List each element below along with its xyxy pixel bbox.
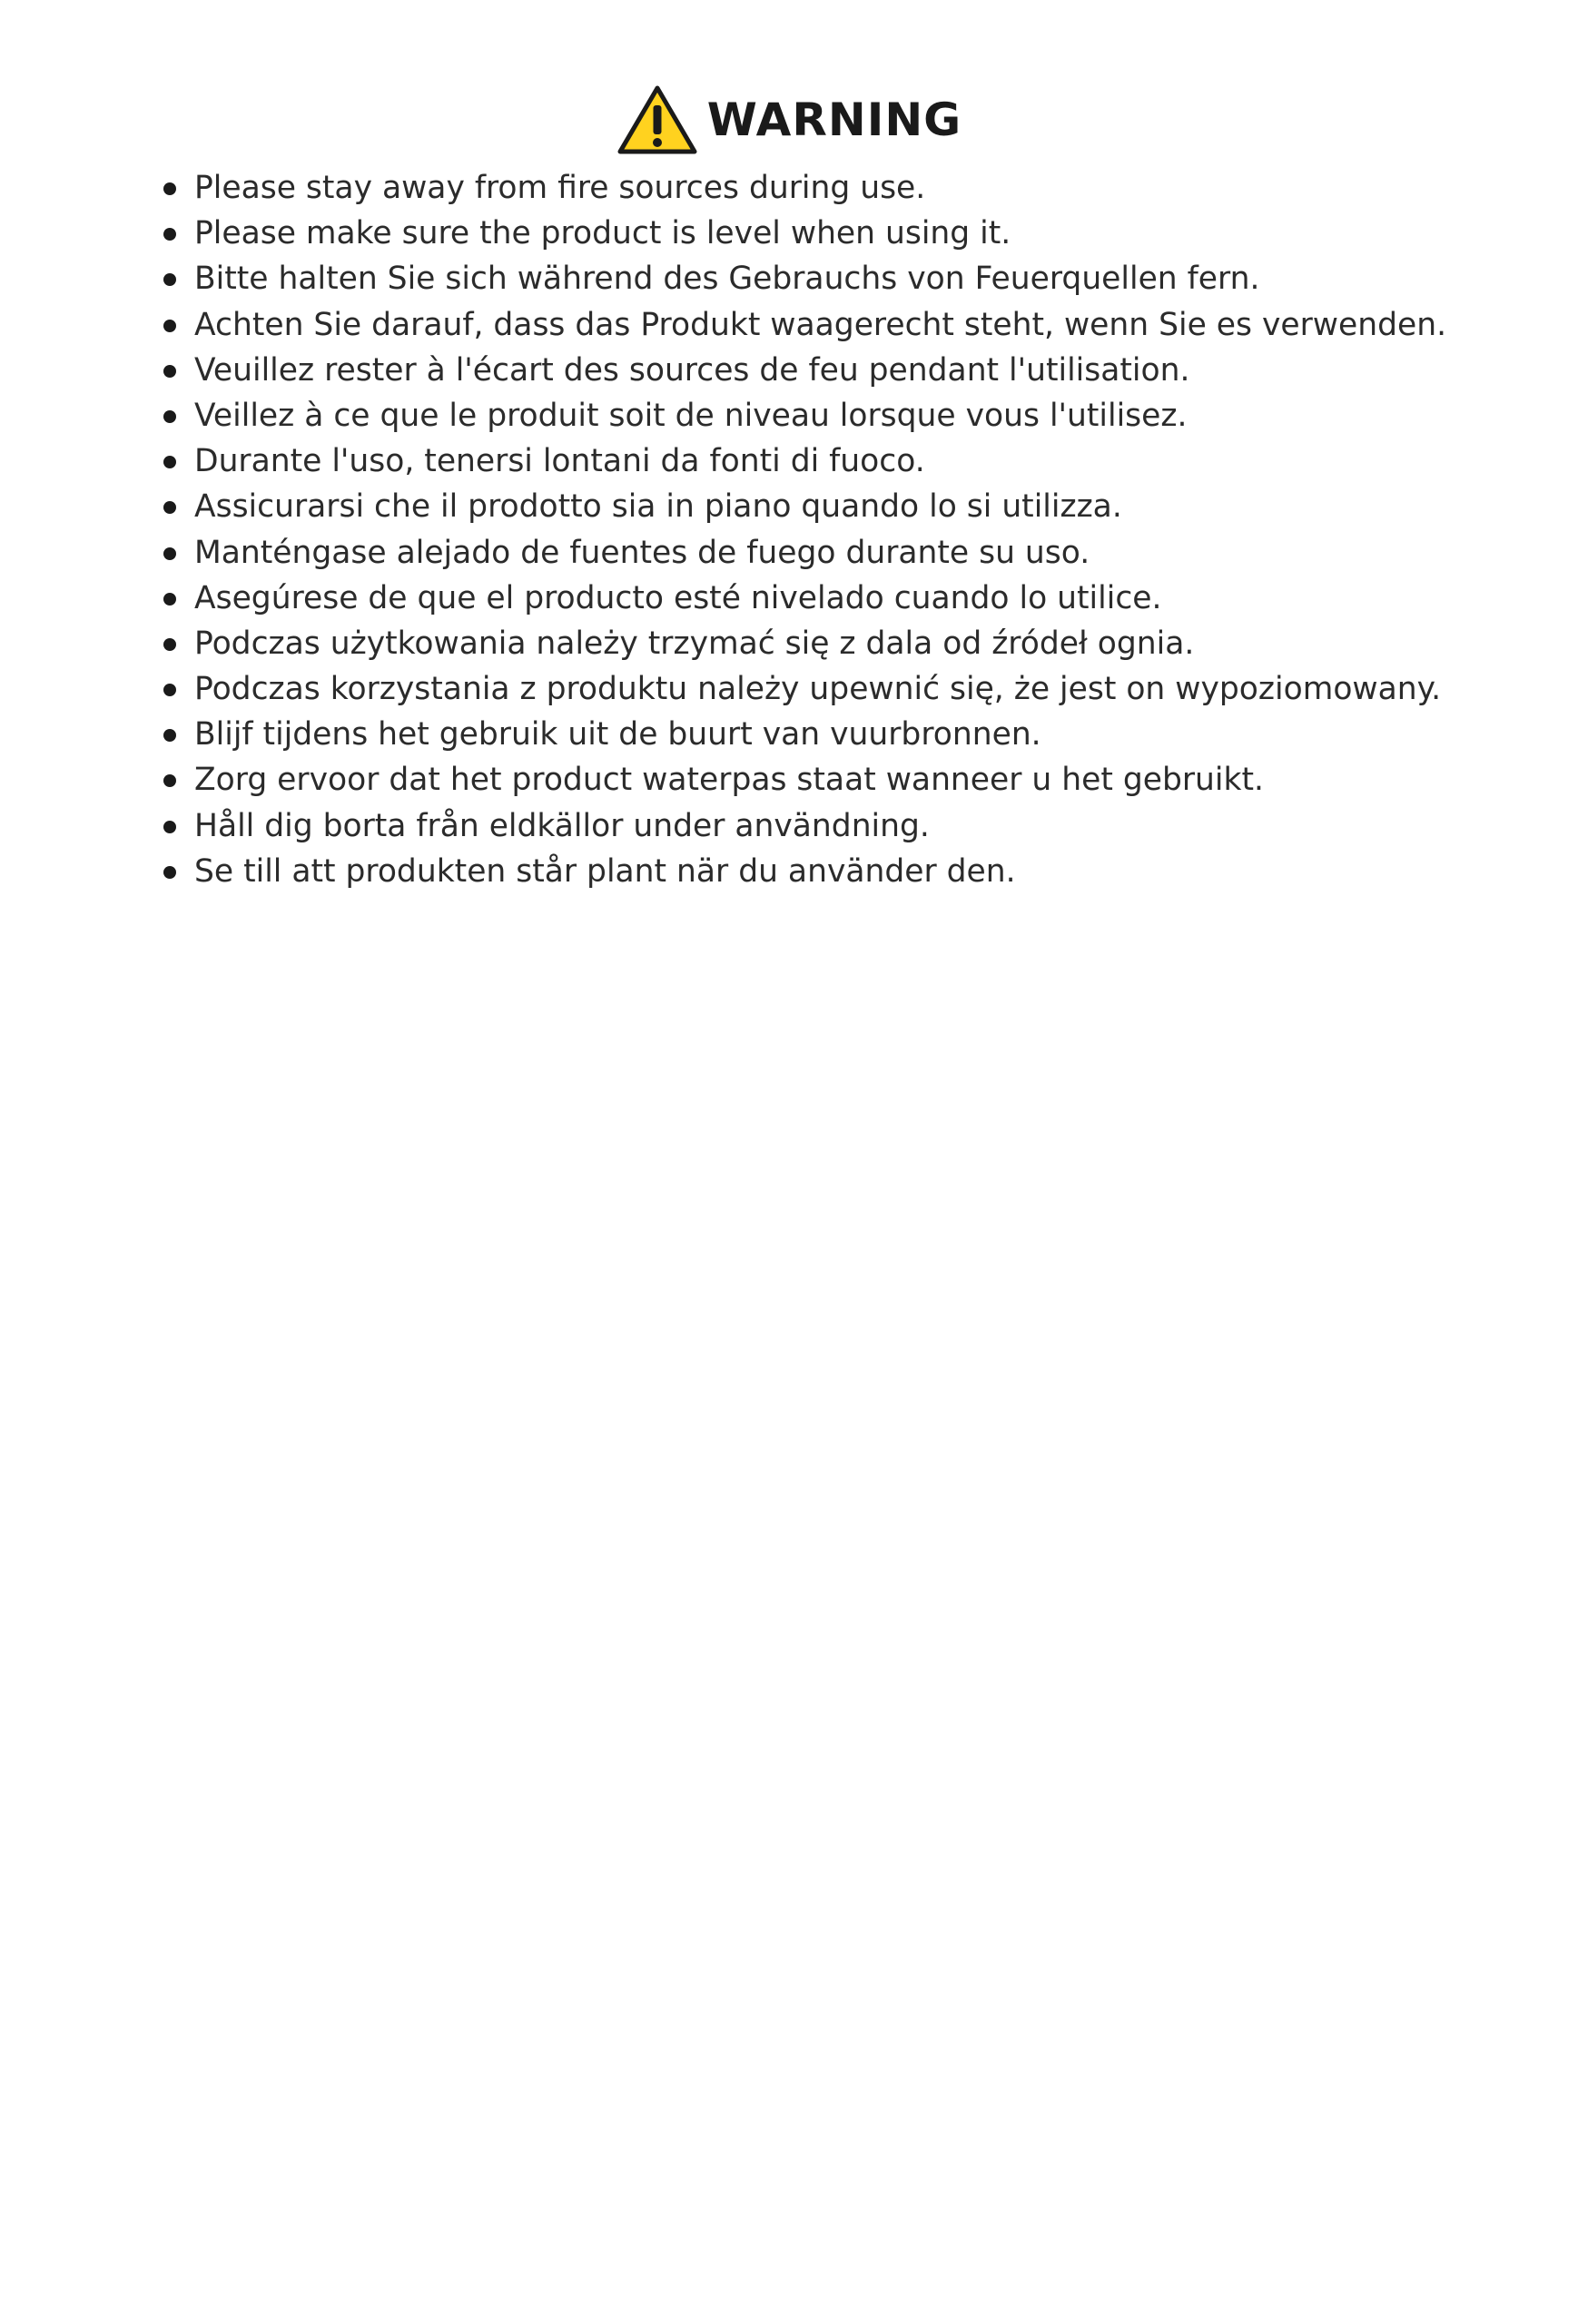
list-item: [162, 256, 1505, 301]
list-item-text: Durante l'uso, tenersi lontani da fonti di fuoco.: [194, 443, 925, 480]
bullet-dot-icon: [163, 684, 176, 696]
warning-title: WARNING: [706, 94, 962, 146]
list-item-text: Asegúrese de que el producto esté nivelado cuando lo utilice.: [194, 579, 1162, 616]
bullet-dot-icon: [163, 365, 176, 378]
bullet-dot-icon: [163, 182, 176, 195]
bullet-dot-icon: [163, 501, 176, 514]
list-item-text: Assicurarsi che il prodotto sia in piano quando lo si utilizza.: [194, 488, 1122, 526]
list-item-text: Podczas użytkowania należy trzymać się z dala od źródeł ognia.: [194, 625, 1195, 662]
list-item: [162, 757, 1505, 803]
bullet-dot-icon: [163, 456, 176, 468]
list-item-text: Zorg ervoor dat het product waterpas staat wanneer u het gebruikt.: [194, 762, 1264, 799]
list-item: [162, 165, 1505, 211]
bullet-dot-icon: [163, 273, 176, 286]
bullet-dot-icon: [163, 593, 176, 606]
bullet-dot-icon: [163, 821, 176, 833]
list-item: [162, 803, 1505, 849]
bullet-dot-icon: [163, 638, 176, 651]
bullet-dot-icon: [163, 547, 176, 560]
warning-header-inner: [616, 84, 962, 156]
bullet-dot-icon: [163, 729, 176, 742]
list-item-text: Podczas korzystania z produktu należy upewnić się, że jest on wypoziomowany.: [194, 671, 1442, 708]
list-item-text: Bitte halten Sie sich während des Gebrauchs von Feuerquellen fern.: [194, 261, 1260, 298]
list-item-text: Håll dig borta från eldkällor under användning.: [194, 807, 930, 844]
list-item: [162, 621, 1505, 666]
bullet-dot-icon: [163, 320, 176, 332]
list-item-text: Blijf tijdens het gebruik uit de buurt van vuurbronnen.: [194, 716, 1041, 753]
bullet-dot-icon: [163, 866, 176, 879]
list-item-text: Se till att produkten står plant när du använder den.: [194, 852, 1016, 890]
warning-list: [162, 165, 1505, 894]
bullet-dot-icon: [163, 410, 176, 423]
list-item-text: Please stay away from fire sources during use.: [194, 170, 926, 206]
list-item-text: Manténgase alejado de fuentes de fuego durante su uso.: [194, 534, 1090, 571]
list-item: [162, 849, 1505, 894]
list-item: [162, 211, 1505, 256]
list-item-text: Veuillez rester à l'écart des sources de feu pendant l'utilisation.: [194, 351, 1190, 389]
list-item: [162, 484, 1505, 529]
list-item: [162, 348, 1505, 393]
list-item: [162, 530, 1505, 576]
list-item: [162, 576, 1505, 621]
list-item: [162, 438, 1505, 484]
bullet-dot-icon: [163, 228, 176, 241]
list-item: [162, 393, 1505, 438]
warning-triangle-icon: [616, 84, 698, 156]
warning-header: [0, 84, 1578, 156]
bullet-dot-icon: [163, 774, 176, 787]
list-item: [162, 712, 1505, 757]
list-item-text: Please make sure the product is level when using it.: [194, 215, 1011, 252]
list-item: [162, 666, 1505, 712]
list-item-text: Achten Sie darauf, dass das Produkt waagerecht steht, wenn Sie es verwenden.: [194, 306, 1447, 343]
list-item-text: Veillez à ce que le produit soit de niveau lorsque vous l'utilisez.: [194, 397, 1188, 434]
list-item: [162, 302, 1505, 348]
